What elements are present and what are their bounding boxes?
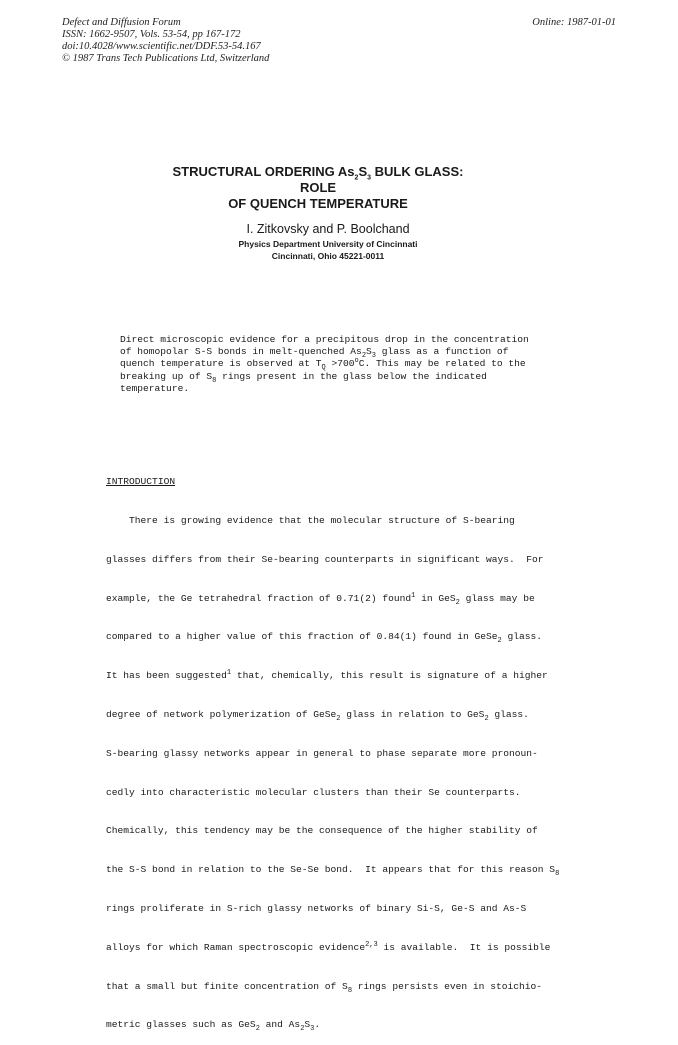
body-text-span: the S-S bond in relation to the Se-Se bond. It appears that for this reason S <box>106 864 556 876</box>
body-text-span: S <box>304 1019 311 1031</box>
affiliation-line-2: Cincinnati, Ohio 45221-0011 <box>271 251 385 261</box>
body-text-span: alloys for which Raman spectroscopic evidence <box>106 941 366 953</box>
paper-title <box>138 164 498 212</box>
body-sub: 2 <box>255 1025 260 1034</box>
body-sub: 2 <box>336 714 341 723</box>
online-date: Online: 1987-01-01 <box>532 17 616 28</box>
body-text-span: is available. It is possible <box>377 941 551 953</box>
title-line-1 <box>138 164 498 180</box>
doi-line: doi:10.4028/www.scientific.net/DDF.53-54.167 <box>62 41 261 52</box>
body-text-span: metric glasses such as GeS <box>106 1019 256 1031</box>
authors: I. Zitkovsky and P. Boolchand <box>246 222 410 236</box>
abstract-text: glass as a function of <box>375 346 509 358</box>
abstract-text: >700 <box>325 358 355 370</box>
abstract-line <box>120 371 529 383</box>
body-text-span: compared to a higher value of this fraction of 0.84(1) found in GeSe <box>106 631 498 643</box>
abstract-sub: 8 <box>212 376 217 385</box>
body-text-span: glass may be <box>459 592 535 604</box>
body-sub: 8 <box>555 870 560 879</box>
abstract-line: Direct microscopic evidence for a precipitous drop in the concentration <box>120 334 529 345</box>
abstract-sub: 2 <box>361 352 367 361</box>
abstract-text: breaking up of S <box>120 370 213 382</box>
body-line: S-bearing glassy networks appear in general to phase separate more pronoun- <box>106 747 538 759</box>
body-line <box>106 862 559 879</box>
body-sub: 3 <box>310 1025 315 1034</box>
body-line: cedly into characteristic molecular clusters than their Se counterparts. <box>106 786 521 798</box>
journal-name: Defect and Diffusion Forum <box>62 17 181 28</box>
title-line-1-a: STRUCTURAL ORDERING As <box>172 164 355 179</box>
issn-line: ISSN: 1662-9507, Vols. 53-54, pp 167-172 <box>62 29 241 40</box>
body-sub: 2 <box>300 1025 305 1034</box>
body-sub: 2 <box>497 637 502 646</box>
body-line: There is growing evidence that the molecular structure of S-bearing <box>106 515 515 526</box>
citation-sup: 1 <box>226 669 232 677</box>
body-text-span: that, chemically, this result is signature of a higher <box>231 670 548 682</box>
abstract-sub: Q <box>321 364 326 373</box>
body-sub: 2 <box>484 714 489 723</box>
body-text-span: in GeS <box>415 592 456 604</box>
abstract <box>120 334 529 395</box>
abstract-sup: o <box>354 357 359 366</box>
body-text-span: . <box>314 1019 321 1031</box>
body-line <box>106 629 559 646</box>
copyright-line: © 1987 Trans Tech Publications Ltd, Switzerland <box>62 53 270 64</box>
affiliation-line-1: Physics Department University of Cincinnati <box>238 239 418 249</box>
body-line: Chemically, this tendency may be the consequence of the higher stability of <box>106 825 538 837</box>
body-sub: 8 <box>347 986 353 995</box>
title-line-2: ROLE <box>299 180 337 195</box>
title-sub-2: 3 <box>367 174 372 182</box>
abstract-line <box>120 346 529 361</box>
body-line <box>106 591 559 608</box>
body-line: rings proliferate in S-rich glassy networks of binary Si-S, Ge-S and As-S <box>106 902 527 914</box>
body-text-span: rings persists even in stoichio- <box>352 980 543 992</box>
body-text-span: glass. <box>501 631 543 643</box>
body-text-span: degree of network polymerization of GeSe <box>106 708 337 720</box>
abstract-line <box>120 357 529 373</box>
section-heading: INTRODUCTION <box>106 476 176 487</box>
body-line: glasses differs from their Se-bearing counterparts in significant ways. For <box>106 553 544 565</box>
body-sub: 2 <box>455 598 460 607</box>
title-line-1-c: BULK GLASS: <box>371 164 464 179</box>
journal-header <box>62 17 269 65</box>
abstract-sub: 3 <box>371 352 376 361</box>
body-text-span: glass in relation to GeS <box>340 708 485 720</box>
title-line-1-b: S <box>358 164 368 179</box>
body-text-span: It has been suggested <box>106 670 227 682</box>
title-sub-1: 2 <box>354 174 359 182</box>
abstract-text: quench temperature is observed at T <box>120 358 322 370</box>
body-text-span: and As <box>259 1019 301 1031</box>
abstract-text: of homopolar S-S bonds in melt-quenched As <box>120 346 362 358</box>
body-line <box>106 940 559 957</box>
body-text <box>106 491 559 1045</box>
body-text-span: example, the Ge tetrahedral fraction of 0.71(2) found <box>106 592 412 604</box>
title-line-3: OF QUENCH TEMPERATURE <box>228 196 408 211</box>
body-line <box>106 1017 559 1034</box>
abstract-text: rings present in the glass below the indicated <box>216 370 487 382</box>
abstract-text: C. This may be related to the <box>358 358 526 370</box>
abstract-text: S <box>366 346 372 358</box>
body-line <box>106 668 559 685</box>
body-line <box>106 707 559 724</box>
body-line <box>106 979 559 996</box>
citation-sup: 2,3 <box>365 940 378 949</box>
body-text-span: glass. <box>488 708 529 720</box>
body-text-span: that a small but finite concentration of S <box>106 980 348 992</box>
abstract-line: temperature. <box>120 382 190 394</box>
citation-sup: 1 <box>411 591 416 600</box>
